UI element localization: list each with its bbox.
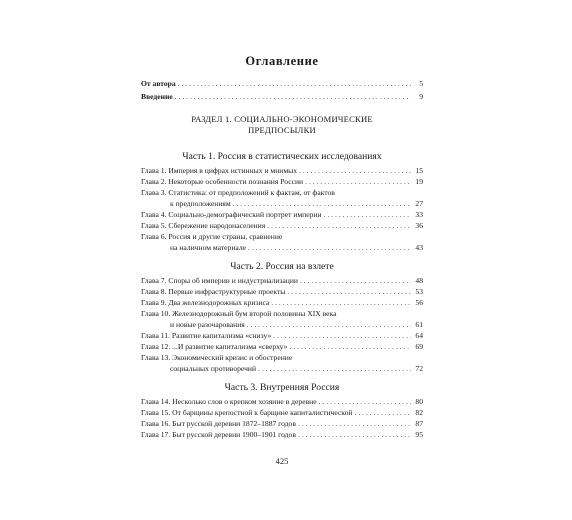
leader-dots (324, 209, 411, 220)
toc-entry-chapter-cont[interactable] (141, 198, 423, 209)
toc-entry-chapter[interactable] (141, 341, 423, 352)
section-heading-line: ПРЕДПОСЫЛКИ (248, 125, 316, 135)
toc-entry-chapter[interactable] (141, 231, 423, 242)
leader-dots (298, 418, 411, 429)
toc-entry-page: 9 (419, 92, 423, 101)
leader-dots (319, 396, 411, 407)
leader-dots (298, 429, 411, 440)
leader-dots (178, 78, 411, 89)
leader-dots (248, 242, 411, 253)
toc-entry-page: 27 (415, 199, 423, 208)
toc-entry-label: От автора (141, 79, 176, 88)
toc-entry-label: Глава 4. Социально-демографический портрет империи (141, 210, 322, 219)
toc-entry-page: 61 (415, 320, 423, 329)
leader-dots (175, 91, 411, 102)
part-heading: Часть 2. Россия на взлете (230, 261, 334, 272)
toc-entry-page: 95 (415, 430, 423, 439)
toc-entry-chapter[interactable] (141, 286, 423, 297)
toc-entry-label: Введение (141, 92, 173, 101)
part-heading: Часть 1. Россия в статистических исследованиях (182, 151, 382, 162)
leader-dots (287, 286, 411, 297)
toc-entry-label: Глава 16. Быт русской деревни 1872–1887 годов (141, 419, 296, 428)
leader-dots (273, 330, 411, 341)
leader-dots (305, 176, 411, 187)
toc-entry-label: Глава 14. Несколько слов о крепком хозяине в деревне (141, 397, 317, 406)
leader-dots (233, 198, 411, 209)
toc-entry-label: Глава 8. Первые инфраструктурные проекты (141, 287, 286, 296)
leader-dots (300, 275, 411, 286)
part-heading: Часть 3. Внутренняя Россия (224, 382, 340, 393)
toc-entry-label: Глава 6. Россия и другие страны, сравнение (141, 232, 283, 241)
section-heading-line: РАЗДЕЛ 1. СОЦИАЛЬНО-ЭКОНОМИЧЕСКИЕ (191, 114, 373, 124)
leader-dots (271, 297, 411, 308)
leader-dots (267, 220, 411, 231)
toc-entry-page: 69 (415, 342, 423, 351)
toc-entry-chapter-cont[interactable] (141, 242, 423, 253)
toc-entry-label-cont: к предположениям (170, 199, 231, 208)
toc-entry-page: 36 (415, 221, 423, 230)
toc-entry-label: Глава 2. Некоторые особенности познания России (141, 177, 304, 186)
toc-entry-chapter[interactable] (141, 352, 423, 363)
toc-entry-chapter[interactable] (141, 418, 423, 429)
toc-entry-label: Глава 9. Два железнодорожных кризиса (141, 298, 270, 307)
toc-entry-page: 19 (415, 177, 423, 186)
toc-title: Оглавление (245, 54, 319, 68)
leader-dots (299, 165, 411, 176)
toc-entry-chapter[interactable] (141, 429, 423, 440)
toc-entry-chapter-cont[interactable] (141, 363, 423, 374)
toc-entry-chapter[interactable] (141, 330, 423, 341)
toc-entry-chapter[interactable] (141, 297, 423, 308)
toc-entry-label-cont: на наличном материале (170, 243, 247, 252)
toc-entry-author[interactable] (141, 78, 423, 89)
toc-entry-chapter[interactable] (141, 308, 423, 319)
toc-entry-label-cont: социальных противоречий (170, 364, 257, 373)
toc-entry-chapter[interactable] (141, 396, 423, 407)
toc-entry-page: 15 (415, 166, 423, 175)
toc-page (141, 0, 423, 520)
leader-dots (258, 363, 411, 374)
toc-entry-intro[interactable] (141, 91, 423, 102)
toc-entry-page: 64 (415, 331, 423, 340)
toc-entry-label: Глава 13. Экономический кризис и обострение (141, 353, 293, 362)
toc-entry-chapter-cont[interactable] (141, 319, 423, 330)
toc-entry-label: Глава 3. Статистика: от предположений к фактам, от фактов (141, 188, 335, 197)
toc-entry-label: Глава 15. От барщины крепостной к барщине капиталистической (141, 408, 353, 417)
leader-dots (354, 407, 411, 418)
toc-entry-chapter[interactable] (141, 407, 423, 418)
toc-entry-page: 5 (419, 79, 423, 88)
toc-entry-label: Глава 12. ...И развитие капитализма «сверху» (141, 342, 288, 351)
leader-dots (289, 341, 411, 352)
toc-entry-label: Глава 11. Развитие капитализма «снизу» (141, 331, 272, 340)
toc-entry-page: 43 (415, 243, 423, 252)
page-number: 425 (275, 456, 289, 466)
toc-entry-chapter[interactable] (141, 187, 423, 198)
toc-entry-page: 72 (415, 364, 423, 373)
toc-entry-chapter[interactable] (141, 209, 423, 220)
toc-entry-label: Глава 10. Железнодорожный бум второй половины XIX века (141, 309, 337, 318)
toc-entry-label: Глава 1. Империя в цифрах истинных и мнимых (141, 166, 298, 175)
toc-entry-page: 82 (415, 408, 423, 417)
toc-entry-page: 48 (415, 276, 423, 285)
toc-entry-chapter[interactable] (141, 220, 423, 231)
toc-entry-page: 87 (415, 419, 423, 428)
toc-entry-chapter[interactable] (141, 176, 423, 187)
toc-entry-page: 53 (415, 287, 423, 296)
toc-entry-page: 56 (415, 298, 423, 307)
toc-entry-label: Глава 5. Сбережение народонаселения (141, 221, 266, 230)
leader-dots (247, 319, 411, 330)
toc-entry-chapter[interactable] (141, 275, 423, 286)
toc-entry-label: Глава 7. Споры об империи и индустриализации (141, 276, 298, 285)
toc-entry-label: Глава 17. Быт русской деревни 1900–1901 годов (141, 430, 296, 439)
toc-entry-page: 80 (415, 397, 423, 406)
toc-entry-label-cont: и новые разочарования (170, 320, 245, 329)
section-heading (141, 114, 423, 136)
toc-entry-chapter[interactable] (141, 165, 423, 176)
toc-entry-page: 33 (415, 210, 423, 219)
